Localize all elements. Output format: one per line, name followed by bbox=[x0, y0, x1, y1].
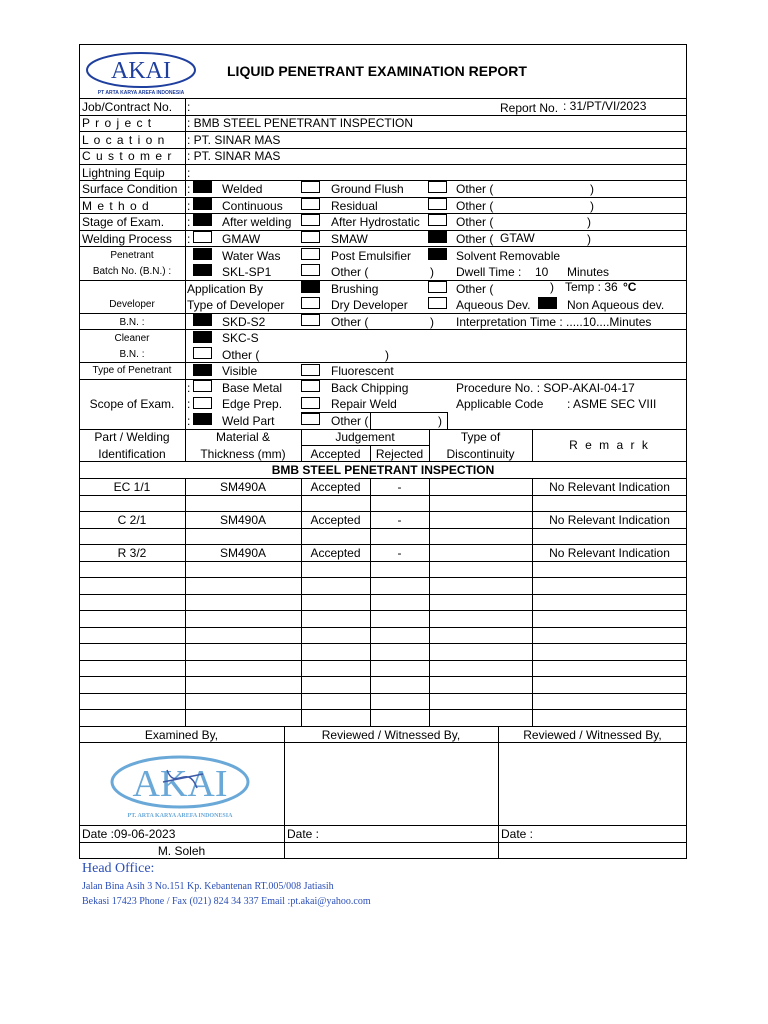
dry-developer-checkbox[interactable] bbox=[301, 297, 320, 309]
interpretation-time[interactable]: Interpretation Time : .....10....Minutes bbox=[456, 315, 652, 329]
batch-label: Batch No. (B.N.) : bbox=[92, 266, 172, 277]
application-other-checkbox[interactable] bbox=[428, 281, 447, 293]
gtaw-value[interactable]: GTAW bbox=[500, 231, 535, 245]
penetrant-other-label: Other ( bbox=[331, 265, 369, 279]
welding-label: Welding Process bbox=[82, 232, 172, 246]
brushing-checkbox[interactable] bbox=[301, 281, 320, 293]
cleaner-other-label: Other ( bbox=[222, 348, 260, 362]
gmaw-label: GMAW bbox=[222, 232, 261, 246]
after-hydrostatic-checkbox[interactable] bbox=[301, 214, 320, 226]
skl-label: SKL-SP1 bbox=[222, 265, 272, 279]
fluorescent-checkbox[interactable] bbox=[301, 364, 320, 376]
examiner-name: M. Soleh bbox=[157, 844, 206, 858]
cleaner-other-checkbox[interactable] bbox=[193, 347, 212, 359]
skd-checkbox[interactable] bbox=[193, 314, 212, 326]
surface-other-checkbox[interactable] bbox=[428, 181, 447, 193]
cell-rejected: - bbox=[397, 546, 402, 560]
non-aqueous-dev-label: Non Aqueous dev. bbox=[567, 298, 665, 312]
method-label: M e t h o d bbox=[82, 199, 150, 213]
procedure-no[interactable]: Procedure No. : SOP-AKAI-04-17 bbox=[456, 381, 635, 395]
dry-developer-label: Dry Developer bbox=[331, 298, 408, 312]
job-label: Job/Contract No. bbox=[82, 100, 173, 114]
col-part-h2: Identification bbox=[98, 447, 166, 461]
colon: : bbox=[187, 182, 191, 196]
reviewed-by-2: Reviewed / Witnessed By, bbox=[523, 728, 662, 742]
ground-flush-checkbox[interactable] bbox=[301, 181, 320, 193]
cleaner-label: Cleaner bbox=[114, 333, 150, 344]
location-label: L o c a t i o n bbox=[82, 133, 166, 147]
back-chipping-label: Back Chipping bbox=[331, 381, 409, 395]
customer-label: C u s t o m e r bbox=[82, 149, 173, 163]
weld-part-label: Weld Part bbox=[222, 414, 275, 428]
aqueous-dev-label: Aqueous Dev. bbox=[456, 298, 531, 312]
stamp-text: AKAI bbox=[132, 763, 228, 805]
cell-remark: No Relevant Indication bbox=[549, 546, 670, 560]
surface-other-label: Other ( bbox=[456, 182, 494, 196]
scope-other-label: Other ( bbox=[331, 414, 369, 428]
back-chipping-checkbox[interactable] bbox=[301, 380, 320, 392]
close-paren: ) bbox=[430, 265, 434, 279]
colon: : bbox=[187, 199, 191, 213]
non-aqueous-dev-checkbox[interactable] bbox=[538, 297, 557, 309]
date-reviewed-1[interactable]: Date : bbox=[287, 827, 320, 841]
cell-rejected: - bbox=[397, 480, 402, 494]
skc-checkbox[interactable] bbox=[193, 331, 212, 343]
method-other-label: Other ( bbox=[456, 199, 494, 213]
close-paren: ) bbox=[590, 199, 594, 213]
application-by-label: Application By bbox=[187, 282, 264, 296]
col-part-h1: Part / Welding bbox=[94, 430, 170, 444]
post-emulsifier-label: Post Emulsifier bbox=[331, 249, 412, 263]
developer-other-checkbox[interactable] bbox=[301, 314, 320, 326]
fluorescent-label: Fluorescent bbox=[331, 364, 394, 378]
base-metal-checkbox[interactable] bbox=[193, 380, 212, 392]
temp-unit: °C bbox=[623, 280, 637, 294]
gmaw-checkbox[interactable] bbox=[193, 231, 212, 243]
lightning-label: Lightning Equip bbox=[82, 166, 165, 180]
surface-label: Surface Condition bbox=[82, 182, 178, 196]
col-mat-h1: Material & bbox=[215, 430, 271, 444]
edge-prep-label: Edge Prep. bbox=[222, 397, 283, 411]
cell-remark: No Relevant Indication bbox=[549, 513, 670, 527]
date-reviewed-2[interactable]: Date : bbox=[501, 827, 534, 841]
cell-judgement: Accepted bbox=[310, 513, 361, 527]
close-paren: ) bbox=[430, 315, 434, 329]
project-value[interactable]: : BMB STEEL PENETRANT INSPECTION bbox=[187, 116, 414, 130]
company-stamp bbox=[105, 752, 255, 822]
address-line-1: Jalan Bina Asih 3 No.151 Kp. Kebantenan RT.005/008 Jatiasih bbox=[82, 881, 334, 892]
developer-label: Developer bbox=[109, 299, 155, 310]
type-of-developer-label: Type of Developer bbox=[187, 298, 285, 312]
after-welding-checkbox[interactable] bbox=[193, 214, 212, 226]
dwell-value[interactable]: 10 bbox=[535, 265, 549, 279]
visible-checkbox[interactable] bbox=[193, 364, 212, 376]
temp-label[interactable]: Temp : 36 bbox=[565, 280, 618, 294]
cell-part: C 2/1 bbox=[117, 513, 147, 527]
welded-label: Welded bbox=[222, 182, 263, 196]
col-accepted: Accepted bbox=[310, 447, 361, 461]
weld-part-checkbox[interactable] bbox=[193, 413, 212, 425]
skc-label: SKC-S bbox=[222, 331, 259, 345]
cleaner-bn-label: B.N. : bbox=[119, 349, 145, 360]
dwell-unit: Minutes bbox=[567, 265, 610, 279]
customer-value[interactable]: : PT. SINAR MAS bbox=[187, 149, 281, 163]
report-value[interactable]: : 31/PT/VI/2023 bbox=[563, 99, 647, 113]
water-was-label: Water Was bbox=[222, 249, 281, 263]
job-value[interactable]: : bbox=[187, 100, 191, 114]
repair-weld-label: Repair Weld bbox=[331, 397, 397, 411]
colon: : bbox=[187, 397, 191, 411]
cell-material: SM490A bbox=[219, 480, 267, 494]
cell-material: SM490A bbox=[219, 546, 267, 560]
smaw-label: SMAW bbox=[331, 232, 368, 246]
report-label: Report No. bbox=[500, 101, 559, 115]
edge-prep-checkbox[interactable] bbox=[193, 397, 212, 409]
water-was-checkbox[interactable] bbox=[193, 248, 212, 260]
developer-bn-label: B.N. : bbox=[119, 317, 145, 328]
brushing-label: Brushing bbox=[331, 282, 379, 296]
cell-part: R 3/2 bbox=[117, 546, 147, 560]
close-paren: ) bbox=[438, 414, 442, 428]
close-paren: ) bbox=[587, 215, 591, 229]
colon: : bbox=[187, 414, 191, 428]
repair-weld-checkbox[interactable] bbox=[301, 397, 320, 409]
after-welding-label: After welding bbox=[222, 215, 292, 229]
date-examined[interactable]: Date :09-06-2023 bbox=[82, 827, 176, 841]
col-type-h2: Discontinuity bbox=[446, 447, 515, 461]
residual-checkbox[interactable] bbox=[301, 198, 320, 210]
penetrant-label: Penetrant bbox=[110, 250, 154, 261]
type-penetrant-label: Type of Penetrant bbox=[92, 365, 172, 376]
cell-material: SM490A bbox=[219, 513, 267, 527]
ground-flush-label: Ground Flush bbox=[331, 182, 404, 196]
post-emulsifier-checkbox[interactable] bbox=[301, 248, 320, 260]
akai-logo bbox=[84, 50, 198, 96]
close-paren: ) bbox=[385, 348, 389, 362]
col-rejected: Rejected bbox=[375, 447, 424, 461]
base-metal-label: Base Metal bbox=[222, 381, 283, 395]
stage-label: Stage of Exam. bbox=[82, 215, 165, 229]
col-type-h1: Type of bbox=[460, 430, 501, 444]
cell-rejected: - bbox=[397, 513, 402, 527]
logo-subtext: PT ARTA KARYA AREFA INDONESIA bbox=[97, 90, 185, 96]
residual-label: Residual bbox=[331, 199, 378, 213]
close-paren: ) bbox=[550, 280, 554, 294]
smaw-checkbox[interactable] bbox=[301, 231, 320, 243]
applicable-code-value[interactable]: : ASME SEC VIII bbox=[567, 397, 657, 411]
section-title: BMB STEEL PENETRANT INSPECTION bbox=[271, 463, 495, 477]
application-other-label: Other ( bbox=[456, 282, 494, 296]
report-title: LIQUID PENETRANT EXAMINATION REPORT bbox=[227, 63, 527, 79]
after-hydrostatic-label: After Hydrostatic bbox=[331, 215, 420, 229]
solvent-removable-checkbox[interactable] bbox=[428, 248, 447, 260]
cell-judgement: Accepted bbox=[310, 480, 361, 494]
welded-checkbox[interactable] bbox=[193, 181, 212, 193]
colon: : bbox=[187, 232, 191, 246]
applicable-code-label: Applicable Code bbox=[456, 397, 544, 411]
col-mat-h2: Thickness (mm) bbox=[200, 447, 286, 461]
head-office-label: Head Office: bbox=[82, 861, 155, 876]
solvent-removable-label: Solvent Removable bbox=[456, 249, 561, 263]
colon: : bbox=[187, 215, 191, 229]
dwell-label: Dwell Time : bbox=[456, 265, 522, 279]
scope-other-checkbox[interactable] bbox=[301, 413, 320, 425]
welding-other-checkbox[interactable] bbox=[428, 231, 447, 243]
address-line-2: Bekasi 17423 Phone / Fax (021) 824 34 337 Email :pt.akai@yahoo.com bbox=[82, 896, 371, 907]
visible-label: Visible bbox=[222, 364, 258, 378]
developer-other-label: Other ( bbox=[331, 315, 369, 329]
project-label: P r o j e c t bbox=[82, 116, 153, 130]
skl-checkbox[interactable] bbox=[193, 264, 212, 276]
cell-part: EC 1/1 bbox=[113, 480, 151, 494]
scope-label: Scope of Exam. bbox=[89, 397, 175, 411]
method-other-checkbox[interactable] bbox=[428, 198, 447, 210]
cell-remark: No Relevant Indication bbox=[549, 480, 670, 494]
colon: : bbox=[187, 381, 191, 395]
stamp-subtext: PT. ARTA KARYA AREFA INDONESIA bbox=[127, 813, 233, 819]
close-paren: ) bbox=[590, 182, 594, 196]
examined-by: Examined By, bbox=[144, 728, 219, 742]
col-judgement: Judgement bbox=[335, 430, 395, 444]
stage-other-checkbox[interactable] bbox=[428, 214, 447, 226]
close-paren: ) bbox=[587, 232, 591, 246]
continuous-checkbox[interactable] bbox=[193, 198, 212, 210]
continuous-label: Continuous bbox=[222, 199, 283, 213]
lightning-value[interactable]: : bbox=[187, 166, 191, 180]
welding-other-label: Other ( bbox=[456, 232, 494, 246]
stage-other-label: Other ( bbox=[456, 215, 494, 229]
logo-text: AKAI bbox=[111, 58, 171, 84]
reviewed-by-1: Reviewed / Witnessed By, bbox=[321, 728, 461, 742]
col-remark: R e m a r k bbox=[569, 438, 650, 452]
aqueous-dev-checkbox[interactable] bbox=[428, 297, 447, 309]
cell-judgement: Accepted bbox=[310, 546, 361, 560]
skd-label: SKD-S2 bbox=[222, 315, 266, 329]
penetrant-other-checkbox[interactable] bbox=[301, 264, 320, 276]
location-value[interactable]: : PT. SINAR MAS bbox=[187, 133, 281, 147]
